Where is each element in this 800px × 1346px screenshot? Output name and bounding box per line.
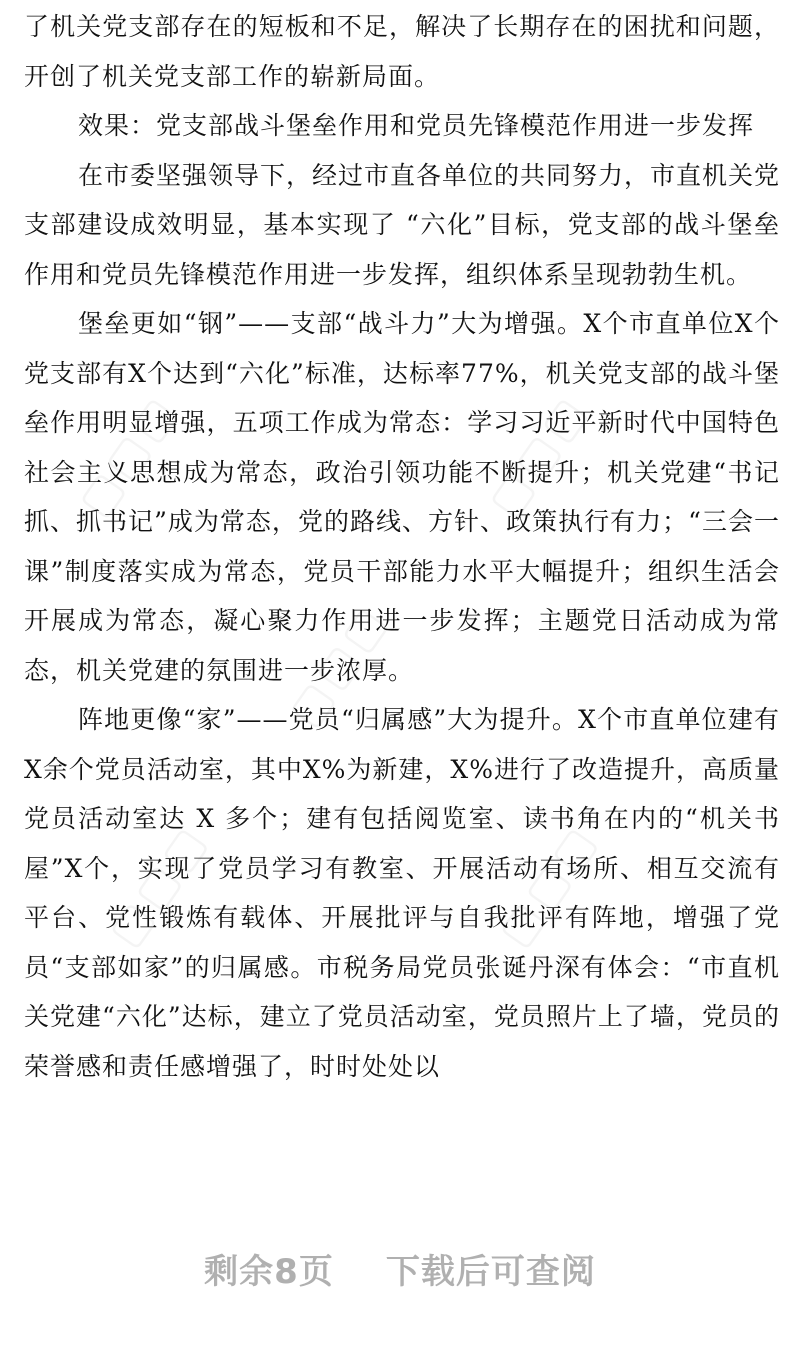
paragraph: 在市委坚强领导下，经过市直各单位的共同努力，市直机关党支部建设成效明显，基本实现了 “六化”目标，党支部的战斗堡垒作用和党员先锋模范作用进一步发挥，组织体系呈现勃勃生机。 xyxy=(24,160,781,289)
paragraph: 阵地更像“家”——党员“归属感”大为提升。X个市直单位建有X余个党员活动室，其中X%为新建，X%进行了改造提升，高质量党员活动室达 X 多个；建有包括阅览室、读书角在内的“机关书屋”X个，实现了党员学习有教室、开展活动有场所、相互交流有平台、党性锻炼有载体、开展批评与自我批评有阵地，增强了党员“支部如家”的归属感。市税务局党员张诞丹深有体会：“市直机关党建“六化”达标，建立了党员活动室，党员照片上了墙，党员的荣誉感和责任感增强了，时时处处以 xyxy=(24,705,780,1081)
paragraph: 了机关党支部存在的短板和不足，解决了长期存在的困扰和问题，开创了机关党支部工作的崭新局面。 xyxy=(24,12,780,91)
download-to-view-text: 下载后可查阅 xyxy=(385,1252,596,1292)
remaining-pages-text: 剩余8页 xyxy=(204,1252,334,1292)
paragraph: 堡垒更如“钢”——支部“战斗力”大为增强。X个市直单位X个党支部有X个达到“六化”标准，达标率77%，机关党支部的战斗堡垒作用明显增强，五项工作成为常态：学习习近平新时代中国特色社会主义思想成为常态，政治引领功能不断提升；机关党建“书记抓、抓书记”成为常态，党的路线、方针、政策执行有力；“三会一课”制度落实成为常态，党员干部能力水平大幅提升；组织生活会开展成为常态，凝心聚力作用进一步发挥；主题党日活动成为常态，机关党建的氛围进一步浓厚。 xyxy=(24,309,780,685)
download-prompt[interactable] xyxy=(0,1244,800,1293)
document-body xyxy=(24,2,780,1091)
paragraph-heading: 效果：党支部战斗堡垒作用和党员先锋模范作用进一步发挥 xyxy=(78,111,755,140)
